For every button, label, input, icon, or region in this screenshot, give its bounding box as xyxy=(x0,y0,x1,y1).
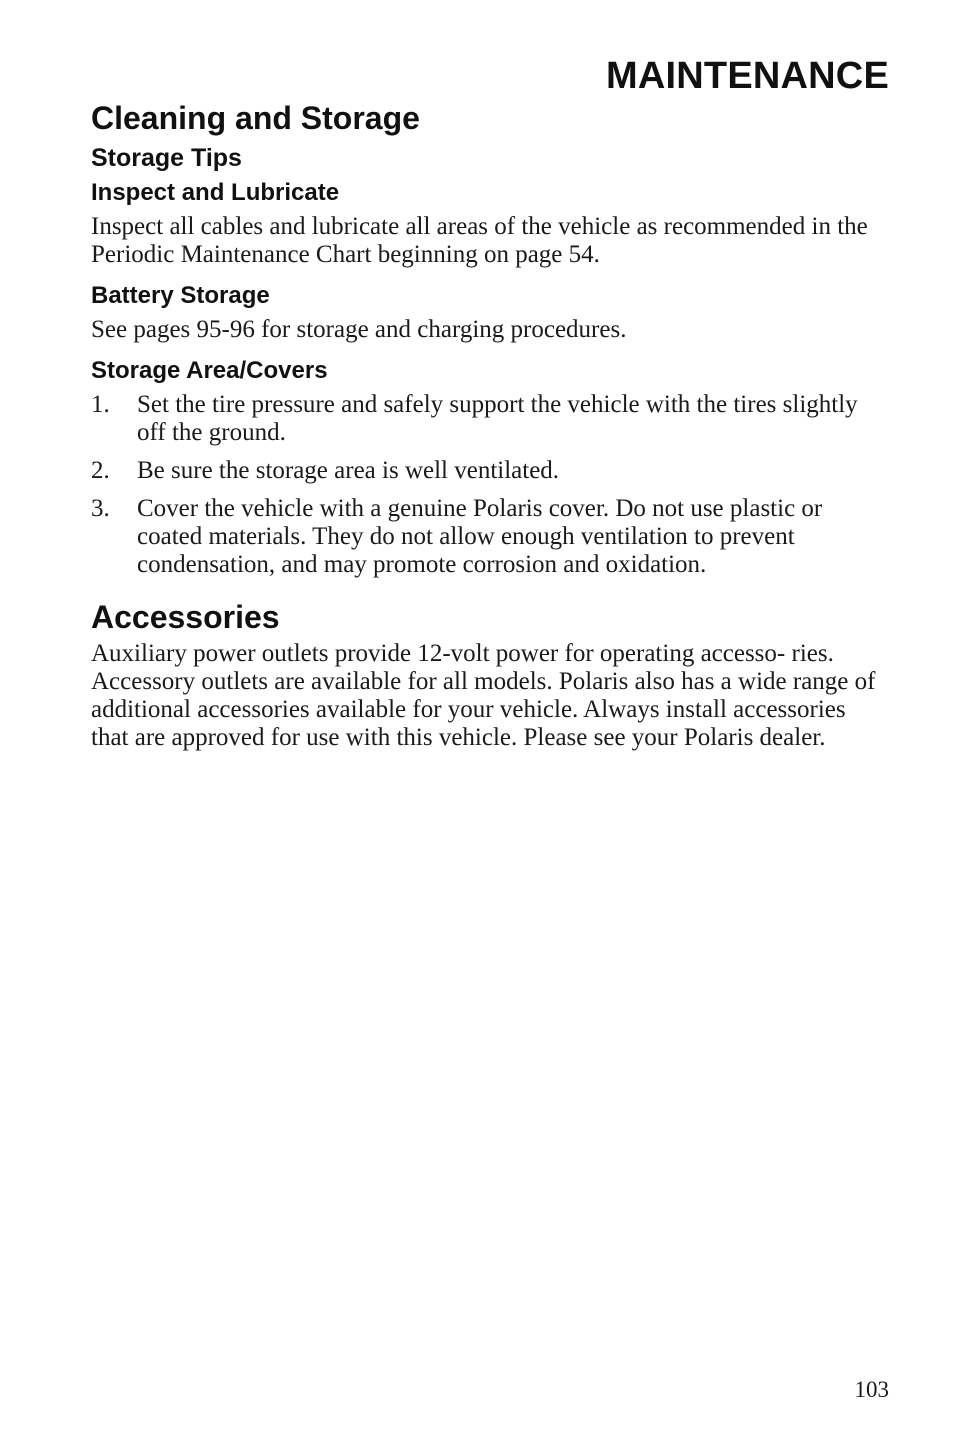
list-item-number: 1. xyxy=(91,391,110,418)
manual-page xyxy=(91,0,889,1454)
section-title: MAINTENANCE xyxy=(606,55,889,97)
accessories-text: Auxiliary power outlets provide 12-volt power for operating accesso- ries. Accessory outlets are available for all models. Polaris also has a wide range of additional accessories available for your vehicle. Always install accessories that are approved for use with this vehicle. Please see your Polaris dealer. xyxy=(91,640,876,751)
storage-tips-heading: Storage Tips xyxy=(91,144,242,172)
list-item-text: Be sure the storage area is well ventilated. xyxy=(137,457,560,484)
cleaning-storage-heading: Cleaning and Storage xyxy=(91,100,420,136)
inspect-lubricate-text: Inspect all cables and lubricate all areas of the vehicle as recommended in the Periodic Maintenance Chart beginning on page 54. xyxy=(91,213,868,268)
page-number: 103 xyxy=(854,1377,889,1402)
battery-storage-text: See pages 95-96 for storage and charging procedures. xyxy=(91,316,627,343)
list-item xyxy=(91,457,889,485)
list-item-text: Set the tire pressure and safely support the vehicle with the tires slightly off the ground. xyxy=(137,391,858,446)
battery-storage-heading: Battery Storage xyxy=(91,282,270,309)
list-item-number: 3. xyxy=(91,495,110,522)
storage-area-heading: Storage Area/Covers xyxy=(91,357,328,384)
accessories-heading: Accessories xyxy=(91,599,280,635)
page-content xyxy=(91,98,889,764)
inspect-lubricate-heading: Inspect and Lubricate xyxy=(91,179,340,206)
list-item xyxy=(91,391,889,447)
list-item-text: Cover the vehicle with a genuine Polaris cover. Do not use plastic or coated materials. They do not allow enough ventilation to prevent condensation, and may promote corrosion and oxidation. xyxy=(137,495,823,578)
list-item-number: 2. xyxy=(91,457,110,484)
list-item xyxy=(91,495,889,579)
storage-steps-list xyxy=(91,391,889,579)
